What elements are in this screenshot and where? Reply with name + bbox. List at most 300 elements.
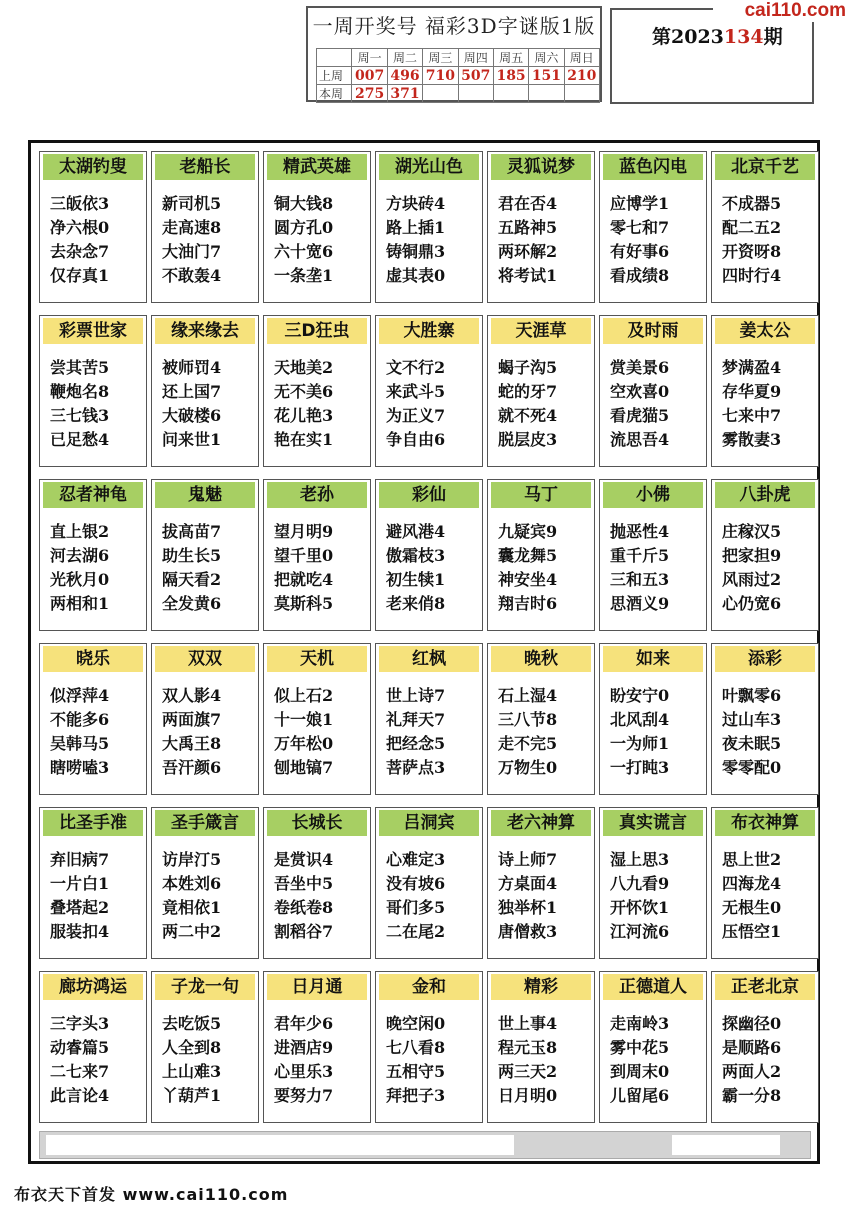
riddle-cell [39,479,147,631]
riddle-line: 二七来7 [50,1062,110,1081]
riddle-cell-title: 缘来缘去 [155,318,255,344]
riddle-line: 争自由6 [386,430,446,449]
riddle-lines [722,356,814,452]
riddle-lines [610,192,702,288]
riddle-cell [151,479,259,631]
riddle-lines [386,848,478,944]
riddle-cell-title: 大胜寨 [379,318,479,344]
riddle-cell [487,971,595,1123]
riddle-line: 思酒义9 [610,594,670,613]
riddle-line: 访岸汀5 [162,850,222,869]
riddle-line: 竟相依1 [162,898,222,917]
period-label [652,22,783,49]
riddle-line: 来武斗5 [386,382,446,401]
riddle-cell [263,151,371,303]
riddle-line: 囊龙舞5 [498,546,558,565]
riddle-line: 已足愁4 [50,430,110,449]
riddle-line: 心难定3 [386,850,446,869]
riddle-lines [610,520,702,616]
riddle-line: 过山车3 [722,710,782,729]
riddle-lines [162,192,254,288]
riddle-cell [599,971,707,1123]
riddle-cell-title: 晓乐 [43,646,143,672]
riddle-line: 无根生0 [722,898,782,917]
riddle-lines [274,848,366,944]
period-number: 134 [723,26,764,48]
riddle-line: 要努力7 [274,1086,334,1105]
riddle-cell-title: 正老北京 [715,974,815,1000]
riddle-cell [711,971,819,1123]
riddle-line: 诗上师7 [498,850,558,869]
riddle-cell [375,315,483,467]
riddle-line: 吾汗颜6 [162,758,222,777]
riddle-cell-title: 湖光山色 [379,154,479,180]
riddle-line: 不敢轰4 [162,266,222,285]
riddle-line: 三七钱3 [50,406,110,425]
riddle-line: 四时行4 [722,266,782,285]
riddle-line: 程元玉8 [498,1038,558,1057]
riddle-cell-title: 布衣神算 [715,810,815,836]
riddle-lines [162,1012,254,1108]
riddle-lines [274,192,366,288]
riddle-line: 把就吃4 [274,570,334,589]
riddle-lines [498,1012,590,1108]
riddle-cell-title: 北京千艺 [715,154,815,180]
riddle-line: 九疑宾9 [498,522,558,541]
riddle-line: 君年少6 [274,1014,334,1033]
day-header: 周五 [493,49,528,67]
riddle-cell [39,807,147,959]
riddle-line: 礼拜天7 [386,710,446,729]
riddle-line: 花儿艳3 [274,406,334,425]
riddle-line: 弃旧病7 [50,850,110,869]
day-header: 周日 [564,49,599,67]
riddle-cell [151,971,259,1123]
riddle-line: 雾散妻3 [722,430,782,449]
riddle-line: 哥们多5 [386,898,446,917]
riddle-line: 将考试1 [498,266,558,285]
riddle-line: 庄稼汉5 [722,522,782,541]
riddle-cell [375,971,483,1123]
period-suffix: 期 [763,26,783,48]
riddle-cell-title: 马丁 [491,482,591,508]
riddle-cell-title: 如来 [603,646,703,672]
draw-number [493,85,528,103]
riddle-line: 翔吉时6 [498,594,558,613]
riddle-cell-title: 日月通 [267,974,367,1000]
riddle-cell-title: 彩票世家 [43,318,143,344]
riddle-line: 吴韩马5 [50,734,110,753]
riddle-cell-title: 吕洞宾 [379,810,479,836]
riddle-line: 七来中7 [722,406,782,425]
riddle-cell-title: 太湖钓叟 [43,154,143,180]
riddle-line: 双人影4 [162,686,222,705]
riddle-line: 江河流6 [610,922,670,941]
riddle-line: 走高速8 [162,218,222,237]
riddle-cell-title: 老船长 [155,154,255,180]
riddle-cell-title: 彩仙 [379,482,479,508]
riddle-cell-title: 晚秋 [491,646,591,672]
riddle-lines [274,684,366,780]
riddle-line: 叠塔起2 [50,898,110,917]
riddle-cell [711,315,819,467]
riddle-cell [599,151,707,303]
riddle-line: 零七和7 [610,218,670,237]
riddle-line: 望月明9 [274,522,334,541]
draw-number: 210 [564,67,599,85]
riddle-line: 走不完5 [498,734,558,753]
riddle-line: 叶飘零6 [722,686,782,705]
riddle-line: 尝其苦5 [50,358,110,377]
riddle-cell-title: 小佛 [603,482,703,508]
riddle-line: 二在尾2 [386,922,446,941]
riddle-line: 似浮萍4 [50,686,110,705]
draw-number [458,85,493,103]
riddle-line: 还上国7 [162,382,222,401]
riddle-cell [263,971,371,1123]
riddle-lines [50,848,142,944]
riddle-line: 开怀饮1 [610,898,670,917]
riddle-line: 一片白1 [50,874,110,893]
riddle-line: 走南岭3 [610,1014,670,1033]
day-header: 周三 [423,49,458,67]
riddle-line: 直上银2 [50,522,110,541]
riddle-line: 光秋月0 [50,570,110,589]
draw-number: 371 [387,85,422,103]
riddle-line: 两相和1 [50,594,110,613]
riddle-line: 新司机5 [162,194,222,213]
riddle-lines [610,1012,702,1108]
riddle-cell [711,807,819,959]
riddle-lines [498,848,590,944]
riddle-line: 进酒店9 [274,1038,334,1057]
riddle-cell [263,807,371,959]
riddle-cell [263,643,371,795]
riddle-cell-title: 及时雨 [603,318,703,344]
riddle-cell [39,971,147,1123]
period-box [610,8,814,104]
riddle-lines [722,192,814,288]
riddle-line: 盼安宁0 [610,686,670,705]
riddle-line: 到周末0 [610,1062,670,1081]
riddle-line: 六十宽6 [274,242,334,261]
riddle-cell-title: 八卦虎 [715,482,815,508]
riddle-line: 夜未眠5 [722,734,782,753]
riddle-line: 三皈依3 [50,194,110,213]
riddle-line: 鞭炮名8 [50,382,110,401]
riddle-cell-title: 真实谎言 [603,810,703,836]
riddle-line: 晚空闲0 [386,1014,446,1033]
riddle-lines [386,684,478,780]
riddle-line: 去杂念7 [50,242,110,261]
riddle-line: 傲霜枝3 [386,546,446,565]
draw-number: 151 [529,67,564,85]
riddle-line: 把家担9 [722,546,782,565]
riddle-cell [711,479,819,631]
riddle-line: 把经念5 [386,734,446,753]
draw-number: 507 [458,67,493,85]
riddle-cell-title: 添彩 [715,646,815,672]
riddle-line: 被师罚4 [162,358,222,377]
riddle-line: 蛇的牙7 [498,382,558,401]
riddle-line: 无不美6 [274,382,334,401]
riddle-line: 初生犊1 [386,570,446,589]
riddle-lines [274,356,366,452]
riddle-line: 两二中2 [162,922,222,941]
riddle-line: 方桌面4 [498,874,558,893]
riddle-line: 铜大钱8 [274,194,334,213]
riddle-line: 万物生0 [498,758,558,777]
riddle-cell [151,807,259,959]
riddle-line: 神安坐4 [498,570,558,589]
draw-number: 185 [493,67,528,85]
riddle-cell-title: 子龙一句 [155,974,255,1000]
riddle-line: 唐僧救3 [498,922,558,941]
riddle-line: 动睿篇5 [50,1038,110,1057]
riddle-cell-title: 比圣手准 [43,810,143,836]
riddle-lines [274,520,366,616]
riddle-line: 存华夏9 [722,382,782,401]
riddle-cell-title: 灵狐说梦 [491,154,591,180]
riddle-cell [599,807,707,959]
riddle-line: 服装扣4 [50,922,110,941]
riddle-line: 上山难3 [162,1062,222,1081]
riddle-cell [263,479,371,631]
riddle-line: 开资呀8 [722,242,782,261]
riddle-line: 抛恶性4 [610,522,670,541]
day-header: 周六 [529,49,564,67]
riddle-cell-title: 天机 [267,646,367,672]
riddle-cell [39,643,147,795]
draw-number [564,85,599,103]
riddle-line: 不成器5 [722,194,782,213]
riddle-line: 望千里0 [274,546,334,565]
riddle-line: 重千斤5 [610,546,670,565]
riddle-line: 人全到8 [162,1038,222,1057]
riddle-line: 有好事6 [610,242,670,261]
riddle-line: 大油门7 [162,242,222,261]
riddle-line: 心仍宽6 [722,594,782,613]
riddle-line: 仅存真1 [50,266,110,285]
riddle-line: 天地美2 [274,358,334,377]
riddle-line: 空欢喜0 [610,382,670,401]
riddle-cell [151,643,259,795]
riddle-cell-title: 红枫 [379,646,479,672]
riddle-line: 大禹王8 [162,734,222,753]
riddle-cell-title: 金和 [379,974,479,1000]
draw-number [529,85,564,103]
weekly-results-title: 一周开奖号 福彩3D字谜版1版 [312,14,596,38]
riddle-cell-title: 三D狂虫 [267,318,367,344]
riddle-cell-title: 天涯草 [491,318,591,344]
riddle-cell [599,643,707,795]
riddle-lines [498,520,590,616]
riddle-line: 独举杯1 [498,898,558,917]
riddle-line: 看虎猫5 [610,406,670,425]
riddle-lines [722,848,814,944]
riddle-line: 一条垄1 [274,266,334,285]
riddle-cell-title: 蓝色闪电 [603,154,703,180]
riddle-line: 避风港4 [386,522,446,541]
riddle-grid [28,140,820,1164]
riddle-line: 两面旗7 [162,710,222,729]
riddle-line: 圆方孔0 [274,218,334,237]
riddle-line: 瞎唠嗑3 [50,758,110,777]
riddle-cell-title: 正德道人 [603,974,703,1000]
riddle-line: 赏美景6 [610,358,670,377]
riddle-line: 五相守5 [386,1062,446,1081]
riddle-line: 蝎子沟5 [498,358,558,377]
riddle-line: 刨地镐7 [274,758,334,777]
riddle-line: 思上世2 [722,850,782,869]
draw-number [423,85,458,103]
riddle-line: 为正义7 [386,406,446,425]
this-week-row [317,85,600,103]
riddle-line: 脱层皮3 [498,430,558,449]
riddle-cell [375,643,483,795]
riddle-lines [386,1012,478,1108]
riddle-line: 本姓刘6 [162,874,222,893]
riddle-lines [498,192,590,288]
riddle-line: 世上诗7 [386,686,446,705]
riddle-lines [498,684,590,780]
riddle-line: 一为师1 [610,734,670,753]
riddle-line: 北风刮4 [610,710,670,729]
riddle-cell [375,479,483,631]
riddle-line: 艳在实1 [274,430,334,449]
riddle-cell [487,479,595,631]
riddle-line: 菩萨点3 [386,758,446,777]
riddle-cell-title: 老孙 [267,482,367,508]
riddle-lines [50,356,142,452]
riddle-line: 拔高苗7 [162,522,222,541]
riddle-line: 隔天看2 [162,570,222,589]
riddle-line: 两三天2 [498,1062,558,1081]
riddle-line: 儿留尾6 [610,1086,670,1105]
riddle-line: 零零配0 [722,758,782,777]
riddle-line: 路上插1 [386,218,446,237]
last-week-row [317,67,600,85]
weekly-results-table [316,48,600,103]
riddle-line: 探幽径0 [722,1014,782,1033]
riddle-line: 三和五3 [610,570,670,589]
riddle-cell [599,479,707,631]
day-header: 周一 [352,49,387,67]
riddle-lines [386,356,478,452]
riddle-cell [263,315,371,467]
weekly-results-box [306,6,602,102]
riddle-cell [487,643,595,795]
riddle-cell [151,315,259,467]
riddle-line: 文不行2 [386,358,446,377]
riddle-line: 割稻谷7 [274,922,334,941]
draw-number: 496 [387,67,422,85]
riddle-line: 吾坐中5 [274,874,334,893]
riddle-line: 两面人2 [722,1062,782,1081]
riddle-lines [50,192,142,288]
riddle-line: 万年松0 [274,734,334,753]
riddle-line: 虚其表0 [386,266,446,285]
riddle-line: 净六根0 [50,218,110,237]
riddle-cell-title: 长城长 [267,810,367,836]
riddle-line: 日月明0 [498,1086,558,1105]
riddle-line: 三字头3 [50,1014,110,1033]
riddle-lines [498,356,590,452]
riddle-line: 是赏识4 [274,850,334,869]
riddle-lines [722,684,814,780]
riddle-line: 大破楼6 [162,406,222,425]
riddle-line: 三八节8 [498,710,558,729]
riddle-line: 两环解2 [498,242,558,261]
draw-number: 710 [423,67,458,85]
riddle-line: 四海龙4 [722,874,782,893]
riddle-line: 似上石2 [274,686,334,705]
riddle-line: 拜把子3 [386,1086,446,1105]
riddle-cell-title: 老六神算 [491,810,591,836]
riddle-cell-title: 双双 [155,646,255,672]
riddle-line: 五路神5 [498,218,558,237]
riddle-line: 方块砖4 [386,194,446,213]
footer-credit: 布衣天下首发 www.cai110.com [14,1185,289,1204]
riddle-cell [39,151,147,303]
riddle-line: 一打盹3 [610,758,670,777]
riddle-line: 全发黄6 [162,594,222,613]
riddle-line: 铸铜鼎3 [386,242,446,261]
riddle-lines [722,520,814,616]
riddle-line: 石上湿4 [498,686,558,705]
day-header: 周二 [387,49,422,67]
riddle-lines [50,1012,142,1108]
riddle-line: 河去湖6 [50,546,110,565]
riddle-cell [711,151,819,303]
riddle-cell [487,151,595,303]
riddle-line: 去吃饭5 [162,1014,222,1033]
riddle-line: 配二五2 [722,218,782,237]
riddle-line: 是顺路6 [722,1038,782,1057]
riddle-cell [599,315,707,467]
riddle-cell-title: 忍者神龟 [43,482,143,508]
riddle-line: 看成绩8 [610,266,670,285]
riddle-cell-title: 姜太公 [715,318,815,344]
this-week-label: 本周 [317,85,352,103]
draw-number: 275 [352,85,387,103]
riddle-lines [610,684,702,780]
riddle-lines [50,520,142,616]
riddle-cell [39,315,147,467]
days-row [317,49,600,67]
riddle-line: 就不死4 [498,406,558,425]
riddle-line: 不能多6 [50,710,110,729]
riddle-line: 七八看8 [386,1038,446,1057]
riddle-line: 湿上思3 [610,850,670,869]
riddle-line: 雾中花5 [610,1038,670,1057]
riddle-lines [610,848,702,944]
riddle-line: 十一娘1 [274,710,334,729]
last-week-label: 上周 [317,67,352,85]
riddle-line: 压悟空1 [722,922,782,941]
riddle-cell [375,151,483,303]
riddle-line: 霸一分8 [722,1086,782,1105]
riddle-lines [162,520,254,616]
site-logo[interactable]: cai110.com [713,0,850,22]
riddle-line: 梦满盈4 [722,358,782,377]
riddle-line: 流思吾4 [610,430,670,449]
riddle-line: 莫斯科5 [274,594,334,613]
riddle-cell [711,643,819,795]
riddle-line: 世上事4 [498,1014,558,1033]
draw-number: 007 [352,67,387,85]
riddle-line: 问来世1 [162,430,222,449]
